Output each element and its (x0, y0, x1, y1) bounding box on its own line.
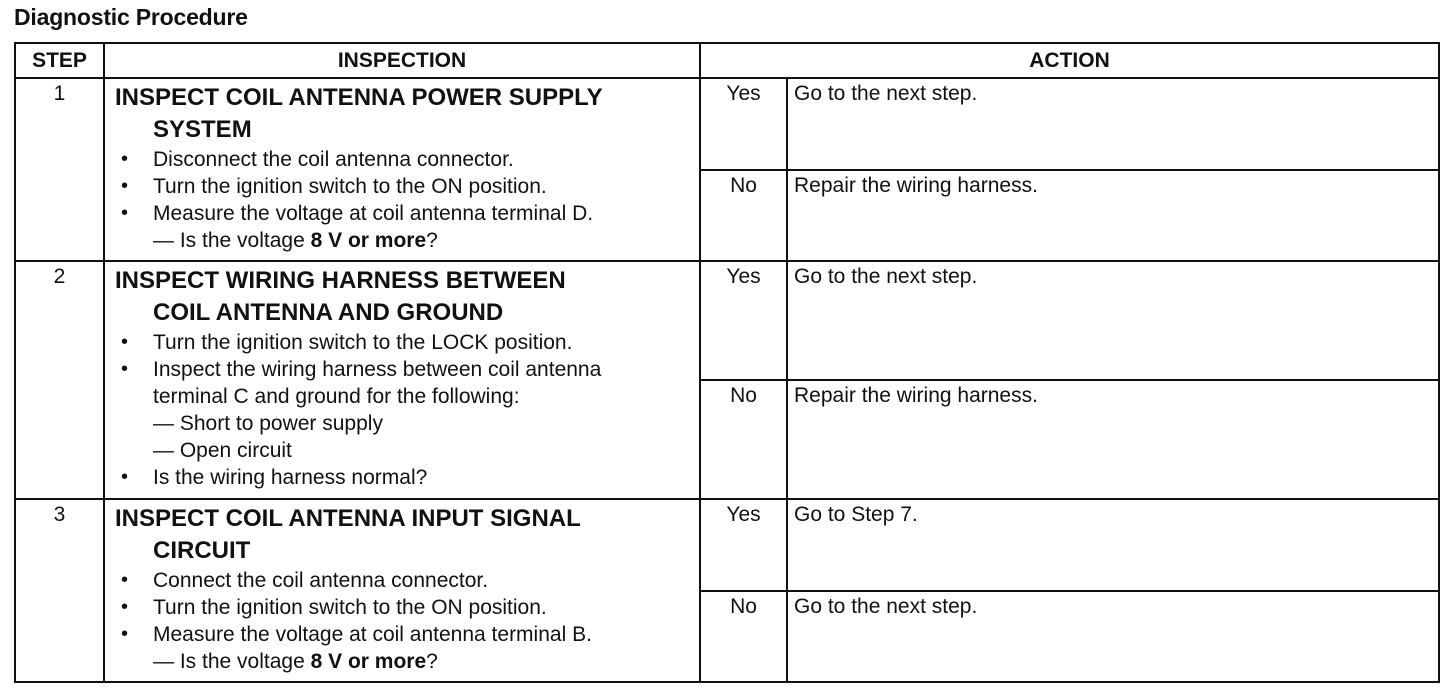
no-label: No (700, 380, 787, 499)
inspection-list (115, 567, 691, 675)
yes-action: Go to Step 7. (787, 499, 1439, 591)
yes-label: Yes (700, 499, 787, 591)
yes-action: Go to the next step. (787, 261, 1439, 380)
header-action: ACTION (700, 43, 1439, 78)
step-heading: INSPECT WIRING HARNESS BETWEEN COIL ANTENNA AND GROUND (115, 267, 566, 326)
diagnostic-table (14, 42, 1440, 683)
step-heading: INSPECT COIL ANTENNA INPUT SIGNAL CIRCUIT (115, 505, 581, 564)
header-step: STEP (15, 43, 104, 78)
yes-action: Go to the next step. (787, 78, 1439, 170)
header-inspection: INSPECTION (104, 43, 700, 78)
list-item: — Open circuit (153, 439, 292, 462)
no-action: Go to the next step. (787, 591, 1439, 683)
question: — Is the voltage 8 V or more? (153, 650, 438, 673)
question: — Is the voltage 8 V or more? (153, 229, 438, 252)
list-item: • Turn the ignition switch to the LOCK position. (115, 329, 691, 356)
table-row (15, 499, 1439, 591)
inspection-cell (104, 499, 700, 682)
list-item: • Inspect the wiring harness between coil antenna (115, 356, 691, 383)
no-action: Repair the wiring harness. (787, 380, 1439, 499)
inspection-list (115, 146, 691, 254)
list-item: • Measure the voltage at coil antenna terminal B. (115, 621, 691, 648)
inspection-cell (104, 261, 700, 499)
step-heading: INSPECT COIL ANTENNA POWER SUPPLY SYSTEM (115, 84, 603, 143)
no-label: No (700, 170, 787, 262)
inspection-list (115, 329, 691, 491)
yes-label: Yes (700, 261, 787, 380)
list-item: terminal C and ground for the following: (153, 385, 520, 408)
list-item: • Is the wiring harness normal? (115, 464, 691, 491)
step-number: 1 (15, 78, 104, 261)
inspection-cell (104, 78, 700, 261)
list-item: • Measure the voltage at coil antenna terminal D. (115, 200, 691, 227)
page-title: Diagnostic Procedure (14, 4, 248, 30)
list-item: • Disconnect the coil antenna connector. (115, 146, 691, 173)
table-row (15, 261, 1439, 380)
step-number: 3 (15, 499, 104, 682)
list-item: • Connect the coil antenna connector. (115, 567, 691, 594)
step-number: 2 (15, 261, 104, 499)
list-item: • Turn the ignition switch to the ON position. (115, 173, 691, 200)
table-row (15, 78, 1439, 170)
header-row (15, 43, 1439, 78)
yes-label: Yes (700, 78, 787, 170)
no-label: No (700, 591, 787, 683)
no-action: Repair the wiring harness. (787, 170, 1439, 262)
list-item: — Short to power supply (153, 412, 383, 435)
list-item: • Turn the ignition switch to the ON position. (115, 594, 691, 621)
